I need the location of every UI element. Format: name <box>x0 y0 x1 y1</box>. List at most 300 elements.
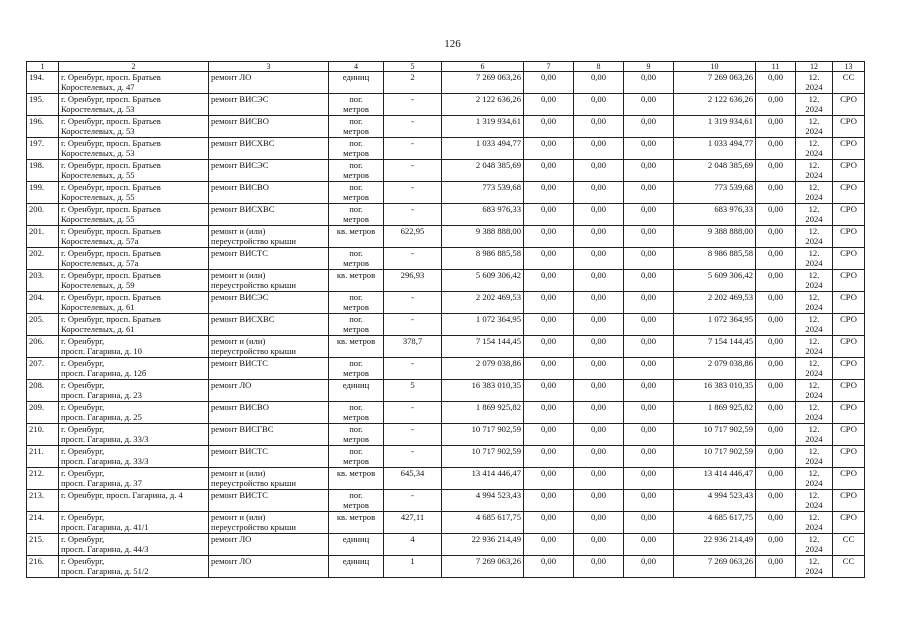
work-type-cell <box>209 226 329 248</box>
col8-cell: 0,00 <box>574 402 624 424</box>
quantity-cell: - <box>384 490 442 512</box>
column-number: 7 <box>524 62 574 72</box>
address-line-2: Коростелевых, д. 55 <box>61 192 135 202</box>
address-line-1: г. Оренбург, <box>61 402 105 412</box>
col10-cell: 22 936 214,49 <box>674 534 756 556</box>
row-number: 212. <box>27 468 59 490</box>
unit-line-1: пог. <box>349 446 363 456</box>
total-cost-cell: 1 319 934,61 <box>442 116 524 138</box>
col7-cell: 0,00 <box>524 94 574 116</box>
col8-cell: 0,00 <box>574 204 624 226</box>
quantity-cell: - <box>384 138 442 160</box>
row-number: 202. <box>27 248 59 270</box>
col10-cell: 1 072 364,95 <box>674 314 756 336</box>
row-number: 200. <box>27 204 59 226</box>
funding-source-cell: СРО <box>833 402 865 424</box>
funding-source-cell: СС <box>833 556 865 578</box>
unit-line-1: кв. метров <box>336 226 376 236</box>
column-number-row <box>27 62 865 72</box>
total-cost-cell: 7 154 144,45 <box>442 336 524 358</box>
work-type-cell <box>209 424 329 446</box>
funding-source-cell: СРО <box>833 182 865 204</box>
due-year: 2024 <box>805 324 823 334</box>
table-row <box>27 226 865 248</box>
work-type-cell <box>209 314 329 336</box>
funding-source-cell: СРО <box>833 314 865 336</box>
col7-cell: 0,00 <box>524 182 574 204</box>
address-line-1: г. Оренбург, просп. Братьев <box>61 270 161 280</box>
col7-cell: 0,00 <box>524 248 574 270</box>
unit-cell <box>329 446 384 468</box>
due-month: 12. <box>808 72 820 82</box>
work-type-line-1: ремонт и (или) <box>211 468 266 478</box>
quantity-cell: - <box>384 358 442 380</box>
due-year: 2024 <box>805 566 823 576</box>
work-type-cell <box>209 94 329 116</box>
work-type-line-2: переустройство крыши <box>211 236 296 246</box>
col10-cell: 4 685 617,75 <box>674 512 756 534</box>
col11-cell: 0,00 <box>756 402 796 424</box>
work-type-cell <box>209 380 329 402</box>
total-cost-cell: 10 717 902,59 <box>442 424 524 446</box>
total-cost-cell: 16 383 010,35 <box>442 380 524 402</box>
unit-cell <box>329 556 384 578</box>
col7-cell: 0,00 <box>524 468 574 490</box>
col10-cell: 8 986 885,58 <box>674 248 756 270</box>
col8-cell: 0,00 <box>574 468 624 490</box>
funding-source-cell: СРО <box>833 94 865 116</box>
work-type-line-2: переустройство крыши <box>211 346 296 356</box>
col9-cell: 0,00 <box>624 72 674 94</box>
address-cell <box>59 94 209 116</box>
col9-cell: 0,00 <box>624 534 674 556</box>
col9-cell: 0,00 <box>624 314 674 336</box>
work-type-line-1: ремонт ВИСТС <box>211 446 269 456</box>
col9-cell: 0,00 <box>624 138 674 160</box>
column-number: 3 <box>209 62 329 72</box>
table-row <box>27 358 865 380</box>
col7-cell: 0,00 <box>524 512 574 534</box>
unit-line-1: кв. метров <box>336 468 376 478</box>
due-year: 2024 <box>805 346 823 356</box>
work-type-cell <box>209 116 329 138</box>
unit-cell <box>329 490 384 512</box>
due-year: 2024 <box>805 126 823 136</box>
col11-cell: 0,00 <box>756 446 796 468</box>
col8-cell: 0,00 <box>574 182 624 204</box>
col11-cell: 0,00 <box>756 72 796 94</box>
table-row <box>27 292 865 314</box>
funding-source-cell: СРО <box>833 160 865 182</box>
work-type-line-2: переустройство крыши <box>211 522 296 532</box>
due-month: 12. <box>808 556 820 566</box>
table-row <box>27 336 865 358</box>
due-month: 12. <box>808 446 820 456</box>
col10-cell: 1 319 934,61 <box>674 116 756 138</box>
address-cell <box>59 446 209 468</box>
unit-line-2: метров <box>343 500 369 510</box>
col11-cell: 0,00 <box>756 556 796 578</box>
unit-line-2: метров <box>343 368 369 378</box>
col8-cell: 0,00 <box>574 358 624 380</box>
col11-cell: 0,00 <box>756 490 796 512</box>
quantity-cell: 4 <box>384 534 442 556</box>
work-type-line-1: ремонт ВИСЭС <box>211 94 269 104</box>
quantity-cell: - <box>384 402 442 424</box>
due-month: 12. <box>808 512 820 522</box>
column-number: 9 <box>624 62 674 72</box>
due-date-cell <box>796 336 833 358</box>
table-row <box>27 94 865 116</box>
address-line-2: Коростелевых, д. 53 <box>61 148 135 158</box>
col7-cell: 0,00 <box>524 204 574 226</box>
col8-cell: 0,00 <box>574 446 624 468</box>
col11-cell: 0,00 <box>756 270 796 292</box>
address-line-2: Коростелевых, д. 53 <box>61 126 135 136</box>
unit-cell <box>329 204 384 226</box>
address-line-2: просп. Гагарина, д. 25 <box>61 412 142 422</box>
quantity-cell: - <box>384 248 442 270</box>
unit-line-1: пог. <box>349 292 363 302</box>
col7-cell: 0,00 <box>524 358 574 380</box>
unit-line-1: пог. <box>349 116 363 126</box>
col7-cell: 0,00 <box>524 292 574 314</box>
due-year: 2024 <box>805 170 823 180</box>
due-year: 2024 <box>805 148 823 158</box>
address-cell <box>59 226 209 248</box>
col11-cell: 0,00 <box>756 138 796 160</box>
unit-line-1: кв. метров <box>336 512 376 522</box>
unit-cell <box>329 94 384 116</box>
funding-source-cell: СРО <box>833 292 865 314</box>
col11-cell: 0,00 <box>756 160 796 182</box>
column-number: 8 <box>574 62 624 72</box>
work-type-cell <box>209 358 329 380</box>
due-year: 2024 <box>805 434 823 444</box>
total-cost-cell: 1 072 364,95 <box>442 314 524 336</box>
due-month: 12. <box>808 314 820 324</box>
total-cost-cell: 1 033 494,77 <box>442 138 524 160</box>
col9-cell: 0,00 <box>624 358 674 380</box>
address-line-1: г. Оренбург, <box>61 512 105 522</box>
col9-cell: 0,00 <box>624 556 674 578</box>
table-row <box>27 314 865 336</box>
due-date-cell <box>796 160 833 182</box>
due-year: 2024 <box>805 412 823 422</box>
funding-source-cell: СРО <box>833 226 865 248</box>
unit-cell <box>329 358 384 380</box>
total-cost-cell: 2 048 385,69 <box>442 160 524 182</box>
work-type-cell <box>209 446 329 468</box>
work-type-line-1: ремонт и (или) <box>211 226 266 236</box>
repair-program-table <box>26 61 865 578</box>
col11-cell: 0,00 <box>756 512 796 534</box>
address-line-2: просп. Гагарина, д. 41/1 <box>61 522 149 532</box>
unit-line-1: пог. <box>349 402 363 412</box>
total-cost-cell: 2 079 038,86 <box>442 358 524 380</box>
address-line-1: г. Оренбург, <box>61 446 105 456</box>
unit-cell <box>329 402 384 424</box>
row-number: 203. <box>27 270 59 292</box>
total-cost-cell: 9 388 888,00 <box>442 226 524 248</box>
funding-source-cell: СРО <box>833 490 865 512</box>
col8-cell: 0,00 <box>574 248 624 270</box>
unit-line-2: метров <box>343 104 369 114</box>
due-date-cell <box>796 358 833 380</box>
col7-cell: 0,00 <box>524 380 574 402</box>
work-type-line-1: ремонт ЛО <box>211 534 252 544</box>
address-cell <box>59 270 209 292</box>
unit-line-2: метров <box>343 126 369 136</box>
row-number: 195. <box>27 94 59 116</box>
due-date-cell <box>796 424 833 446</box>
unit-cell <box>329 116 384 138</box>
address-cell <box>59 534 209 556</box>
address-cell <box>59 556 209 578</box>
col10-cell: 2 079 038,86 <box>674 358 756 380</box>
col10-cell: 16 383 010,35 <box>674 380 756 402</box>
table-row <box>27 512 865 534</box>
due-month: 12. <box>808 204 820 214</box>
funding-source-cell: СС <box>833 534 865 556</box>
due-date-cell <box>796 534 833 556</box>
due-year: 2024 <box>805 214 823 224</box>
col11-cell: 0,00 <box>756 94 796 116</box>
col9-cell: 0,00 <box>624 336 674 358</box>
col8-cell: 0,00 <box>574 490 624 512</box>
unit-line-1: пог. <box>349 138 363 148</box>
col11-cell: 0,00 <box>756 468 796 490</box>
col7-cell: 0,00 <box>524 314 574 336</box>
unit-line-2: метров <box>343 324 369 334</box>
address-cell <box>59 402 209 424</box>
col10-cell: 7 269 063,26 <box>674 556 756 578</box>
column-number: 6 <box>442 62 524 72</box>
unit-line-2: метров <box>343 192 369 202</box>
work-type-cell <box>209 336 329 358</box>
col11-cell: 0,00 <box>756 116 796 138</box>
address-cell <box>59 314 209 336</box>
address-line-2: просп. Гагарина, д. 12б <box>61 368 147 378</box>
quantity-cell: - <box>384 314 442 336</box>
address-line-1: г. Оренбург, просп. Братьев <box>61 204 161 214</box>
col11-cell: 0,00 <box>756 182 796 204</box>
address-cell <box>59 248 209 270</box>
address-line-1: г. Оренбург, просп. Братьев <box>61 138 161 148</box>
col11-cell: 0,00 <box>756 336 796 358</box>
due-year: 2024 <box>805 82 823 92</box>
table-row <box>27 534 865 556</box>
col8-cell: 0,00 <box>574 534 624 556</box>
funding-source-cell: СРО <box>833 116 865 138</box>
row-number: 196. <box>27 116 59 138</box>
col9-cell: 0,00 <box>624 160 674 182</box>
address-line-2: Коростелевых, д. 61 <box>61 324 135 334</box>
total-cost-cell: 2 122 636,26 <box>442 94 524 116</box>
unit-line-2: метров <box>343 148 369 158</box>
due-year: 2024 <box>805 236 823 246</box>
col9-cell: 0,00 <box>624 424 674 446</box>
quantity-cell: 2 <box>384 72 442 94</box>
unit-line-1: единиц <box>342 556 370 566</box>
col11-cell: 0,00 <box>756 204 796 226</box>
quantity-cell: 296,93 <box>384 270 442 292</box>
work-type-line-2: переустройство крыши <box>211 280 296 290</box>
work-type-cell <box>209 292 329 314</box>
col10-cell: 10 717 902,59 <box>674 446 756 468</box>
work-type-line-1: ремонт ЛО <box>211 72 252 82</box>
table-row <box>27 160 865 182</box>
row-number: 213. <box>27 490 59 512</box>
unit-line-1: пог. <box>349 358 363 368</box>
col8-cell: 0,00 <box>574 336 624 358</box>
unit-line-2: метров <box>343 258 369 268</box>
total-cost-cell: 7 269 063,26 <box>442 72 524 94</box>
due-year: 2024 <box>805 390 823 400</box>
due-date-cell <box>796 72 833 94</box>
due-month: 12. <box>808 116 820 126</box>
col9-cell: 0,00 <box>624 446 674 468</box>
unit-line-1: кв. метров <box>336 270 376 280</box>
row-number: 216. <box>27 556 59 578</box>
work-type-line-1: ремонт ВИСЭС <box>211 160 269 170</box>
due-year: 2024 <box>805 104 823 114</box>
col11-cell: 0,00 <box>756 358 796 380</box>
col9-cell: 0,00 <box>624 292 674 314</box>
address-cell <box>59 138 209 160</box>
address-line-2: просп. Гагарина, д. 10 <box>61 346 142 356</box>
col7-cell: 0,00 <box>524 490 574 512</box>
address-cell <box>59 468 209 490</box>
unit-cell <box>329 468 384 490</box>
unit-line-1: пог. <box>349 204 363 214</box>
funding-source-cell: СРО <box>833 512 865 534</box>
funding-source-cell: СРО <box>833 446 865 468</box>
row-number: 211. <box>27 446 59 468</box>
table-row <box>27 446 865 468</box>
due-month: 12. <box>808 534 820 544</box>
work-type-cell <box>209 512 329 534</box>
quantity-cell: 5 <box>384 380 442 402</box>
due-year: 2024 <box>805 522 823 532</box>
col10-cell: 9 388 888,00 <box>674 226 756 248</box>
address-cell <box>59 380 209 402</box>
col10-cell: 1 033 494,77 <box>674 138 756 160</box>
due-month: 12. <box>808 226 820 236</box>
col9-cell: 0,00 <box>624 380 674 402</box>
address-line-2: просп. Гагарина, д. 33/3 <box>61 434 149 444</box>
col9-cell: 0,00 <box>624 116 674 138</box>
quantity-cell: 1 <box>384 556 442 578</box>
due-month: 12. <box>808 424 820 434</box>
work-type-line-2: переустройство крыши <box>211 478 296 488</box>
row-number: 208. <box>27 380 59 402</box>
work-type-line-1: ремонт ВИСГВС <box>211 424 274 434</box>
address-line-1: г. Оренбург, <box>61 380 105 390</box>
unit-line-1: единиц <box>342 534 370 544</box>
address-line-2: просп. Гагарина, д. 44/3 <box>61 544 149 554</box>
unit-cell <box>329 336 384 358</box>
work-type-line-1: ремонт и (или) <box>211 336 266 346</box>
col9-cell: 0,00 <box>624 248 674 270</box>
row-number: 215. <box>27 534 59 556</box>
due-year: 2024 <box>805 192 823 202</box>
unit-line-1: единиц <box>342 380 370 390</box>
quantity-cell: 622,95 <box>384 226 442 248</box>
due-date-cell <box>796 380 833 402</box>
address-cell <box>59 358 209 380</box>
due-date-cell <box>796 556 833 578</box>
work-type-line-1: ремонт ЛО <box>211 556 252 566</box>
col9-cell: 0,00 <box>624 182 674 204</box>
address-line-2: просп. Гагарина, д. 23 <box>61 390 142 400</box>
due-date-cell <box>796 446 833 468</box>
due-year: 2024 <box>805 478 823 488</box>
quantity-cell: - <box>384 160 442 182</box>
address-cell <box>59 182 209 204</box>
work-type-cell <box>209 182 329 204</box>
row-number: 207. <box>27 358 59 380</box>
due-month: 12. <box>808 94 820 104</box>
work-type-line-1: ремонт и (или) <box>211 270 266 280</box>
work-type-line-1: ремонт ЛО <box>211 380 252 390</box>
col7-cell: 0,00 <box>524 270 574 292</box>
address-cell <box>59 204 209 226</box>
funding-source-cell: СРО <box>833 270 865 292</box>
due-date-cell <box>796 292 833 314</box>
quantity-cell: 427,11 <box>384 512 442 534</box>
column-number: 11 <box>756 62 796 72</box>
due-date-cell <box>796 490 833 512</box>
due-year: 2024 <box>805 544 823 554</box>
total-cost-cell: 773 539,68 <box>442 182 524 204</box>
col11-cell: 0,00 <box>756 314 796 336</box>
work-type-line-1: ремонт ВИСЭС <box>211 292 269 302</box>
address-line-2: Коростелевых, д. 47 <box>61 82 135 92</box>
address-line-1: г. Оренбург, просп. Гагарина, д. 4 <box>61 490 183 500</box>
col8-cell: 0,00 <box>574 94 624 116</box>
funding-source-cell: СРО <box>833 380 865 402</box>
column-number: 4 <box>329 62 384 72</box>
total-cost-cell: 7 269 063,26 <box>442 556 524 578</box>
address-cell <box>59 512 209 534</box>
col7-cell: 0,00 <box>524 402 574 424</box>
col9-cell: 0,00 <box>624 270 674 292</box>
col9-cell: 0,00 <box>624 512 674 534</box>
total-cost-cell: 4 685 617,75 <box>442 512 524 534</box>
due-date-cell <box>796 138 833 160</box>
col11-cell: 0,00 <box>756 534 796 556</box>
unit-cell <box>329 138 384 160</box>
col7-cell: 0,00 <box>524 336 574 358</box>
unit-line-2: метров <box>343 456 369 466</box>
col7-cell: 0,00 <box>524 160 574 182</box>
address-line-1: г. Оренбург, просп. Братьев <box>61 314 161 324</box>
work-type-line-1: ремонт ВИСХВС <box>211 138 275 148</box>
address-line-2: Коростелевых, д. 57а <box>61 258 139 268</box>
address-line-2: Коростелевых, д. 55 <box>61 170 135 180</box>
work-type-line-1: ремонт и (или) <box>211 512 266 522</box>
due-date-cell <box>796 116 833 138</box>
address-line-1: г. Оренбург, просп. Братьев <box>61 226 161 236</box>
work-type-line-1: ремонт ВИСХВС <box>211 204 275 214</box>
address-line-1: г. Оренбург, просп. Братьев <box>61 94 161 104</box>
col9-cell: 0,00 <box>624 204 674 226</box>
total-cost-cell: 13 414 446,47 <box>442 468 524 490</box>
due-month: 12. <box>808 160 820 170</box>
quantity-cell: 645,34 <box>384 468 442 490</box>
address-cell <box>59 336 209 358</box>
